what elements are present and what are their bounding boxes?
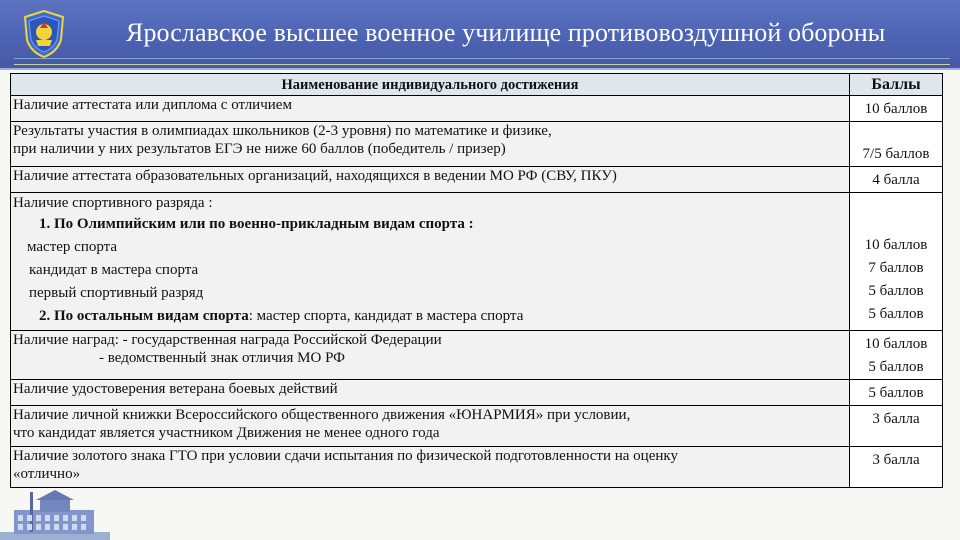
points-value: 5 баллов: [868, 359, 924, 375]
achievement-text: Наличие удостоверения ветерана боевых действий: [13, 381, 338, 397]
points-value: 10 баллов: [864, 237, 928, 253]
points-value: 5 баллов: [868, 283, 924, 299]
achievement-cell: [11, 193, 850, 331]
points-value: 4 балла: [872, 172, 920, 188]
achievement-cell: [11, 167, 850, 193]
points-value: 5 баллов: [868, 306, 924, 322]
achievement-text: Наличие золотого знака ГТО при условии сдачи испытания по физической подготовленности на оценку: [13, 448, 678, 464]
points-cell: [850, 96, 943, 122]
achievement-text-rest: : мастер спорта, кандидат в мастера спорта: [248, 308, 524, 324]
achievement-cell: [11, 122, 850, 167]
achievement-text: - ведомственный знак отличия МО РФ: [99, 350, 346, 366]
table-row: [11, 122, 943, 167]
column-header-points: Баллы: [850, 74, 943, 96]
academy-building-icon: [0, 488, 110, 540]
points-value: 3 балла: [872, 411, 920, 427]
points-value: 7/5 баллов: [862, 146, 930, 162]
achievement-text: Наличие спортивного разряда :: [13, 195, 213, 211]
column-header-achievement: Наименование индивидуального достижения: [11, 74, 850, 96]
achievement-text: 1. По Олимпийским или по военно-прикладным видам спорта :: [39, 216, 474, 232]
page-title: Ярославское высшее военное училище противовоздушной обороны: [126, 18, 886, 47]
table-row: [11, 96, 943, 122]
table-row: [11, 331, 943, 380]
points-value: 3 балла: [872, 452, 920, 468]
achievement-text: «отлично»: [13, 466, 81, 482]
achievement-cell: [11, 96, 850, 122]
achievement-cell: [11, 406, 850, 447]
achievement-text: мастер спорта: [27, 239, 118, 255]
achievement-cell: [11, 447, 850, 488]
table-row: [11, 167, 943, 193]
points-value: 5 баллов: [868, 385, 924, 401]
points-value: 10 баллов: [864, 336, 928, 352]
table-row: [11, 193, 943, 331]
table-row: [11, 406, 943, 447]
table-row: [11, 380, 943, 406]
achievement-text: при наличии у них результатов ЕГЭ не ниже 60 баллов (победитель / призер): [13, 141, 506, 157]
table-row: [11, 447, 943, 488]
achievement-text: кандидат в мастера спорта: [29, 262, 199, 278]
points-cell: [850, 447, 943, 488]
shield-emblem-icon: [22, 10, 66, 58]
table-header-row: [11, 74, 943, 96]
achievement-text: Наличие аттестата образовательных организаций, находящихся в ведении МО РФ (СВУ, ПКУ): [13, 168, 617, 184]
points-value: 10 баллов: [864, 101, 928, 117]
points-cell: [850, 193, 943, 331]
header-divider: [14, 58, 950, 65]
points-cell: [850, 331, 943, 380]
achievement-text: Наличие личной книжки Всероссийского общественного движения «ЮНАРМИЯ» при условии,: [13, 407, 631, 423]
achievements-table: [10, 73, 943, 488]
achievement-cell: [11, 331, 850, 380]
points-value: 7 баллов: [868, 260, 924, 276]
achievement-text: Наличие аттестата или диплома с отличием: [13, 97, 292, 113]
achievement-text-bold: 2. По остальным видам спорта: [39, 308, 249, 324]
header-bar: [0, 0, 960, 70]
achievement-text: Результаты участия в олимпиадах школьников (2-3 уровня) по математике и физике,: [13, 123, 552, 139]
points-cell: [850, 167, 943, 193]
achievement-text: что кандидат является участником Движения не менее одного года: [13, 425, 440, 441]
achievement-text: первый спортивный разряд: [29, 285, 204, 301]
achievement-cell: [11, 380, 850, 406]
points-cell: [850, 122, 943, 167]
achievement-text: [13, 305, 847, 328]
points-cell: [850, 406, 943, 447]
points-cell: [850, 380, 943, 406]
achievement-text: Наличие наград: - государственная награда Российской Федерации: [13, 332, 442, 348]
